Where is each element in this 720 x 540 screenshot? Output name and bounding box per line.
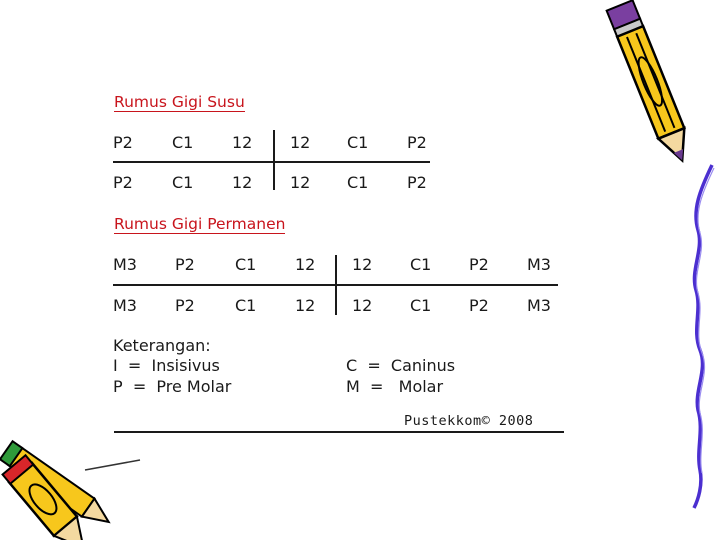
formula-cell: P2 (113, 173, 133, 192)
formula-cell: 12 (352, 296, 373, 315)
formula-divider-vertical (335, 255, 337, 315)
formula-cell: C1 (172, 133, 194, 152)
formula-cell: C1 (410, 296, 432, 315)
formula-cell: P2 (407, 133, 427, 152)
formula-divider-vertical (273, 130, 275, 190)
formula-cell: 12 (352, 255, 373, 274)
formula-cell: P2 (469, 296, 489, 315)
formula-cell: 12 (232, 173, 253, 192)
pencil-icon (0, 430, 145, 540)
formula-cell: 12 (290, 173, 311, 192)
formula-cell: 12 (295, 296, 316, 315)
formula-cell: P2 (175, 255, 195, 274)
formula-cell: C1 (347, 173, 369, 192)
formula-cell: 12 (295, 255, 316, 274)
formula-cell: P2 (113, 133, 133, 152)
formula-cell: P2 (407, 173, 427, 192)
legend-item-insisivus: I = Insisivus (113, 356, 220, 375)
formula-cell: P2 (469, 255, 489, 274)
formula-cell: C1 (235, 296, 257, 315)
legend-item-premolar: P = Pre Molar (113, 377, 232, 396)
credit-text: Pustekkom© 2008 (404, 413, 534, 429)
permanent-teeth-title: Rumus Gigi Permanen (114, 215, 286, 233)
legend-item-caninus: C = Caninus (346, 356, 456, 375)
pencil-icon (600, 0, 710, 170)
squiggle-line (670, 160, 720, 510)
formula-cell: M3 (527, 255, 551, 274)
formula-cell: C1 (172, 173, 194, 192)
formula-cell: 12 (290, 133, 311, 152)
formula-cell: P2 (175, 296, 195, 315)
milk-teeth-title: Rumus Gigi Susu (114, 93, 245, 111)
formula-cell: C1 (410, 255, 432, 274)
formula-divider-horizontal (113, 161, 430, 163)
formula-cell: M3 (113, 255, 137, 274)
legend-heading: Keterangan: (113, 336, 211, 355)
formula-cell: C1 (347, 133, 369, 152)
footer-rule (114, 431, 564, 433)
formula-cell: M3 (113, 296, 137, 315)
formula-cell: M3 (527, 296, 551, 315)
formula-cell: 12 (232, 133, 253, 152)
legend-item-molar: M = Molar (346, 377, 444, 396)
formula-cell: C1 (235, 255, 257, 274)
